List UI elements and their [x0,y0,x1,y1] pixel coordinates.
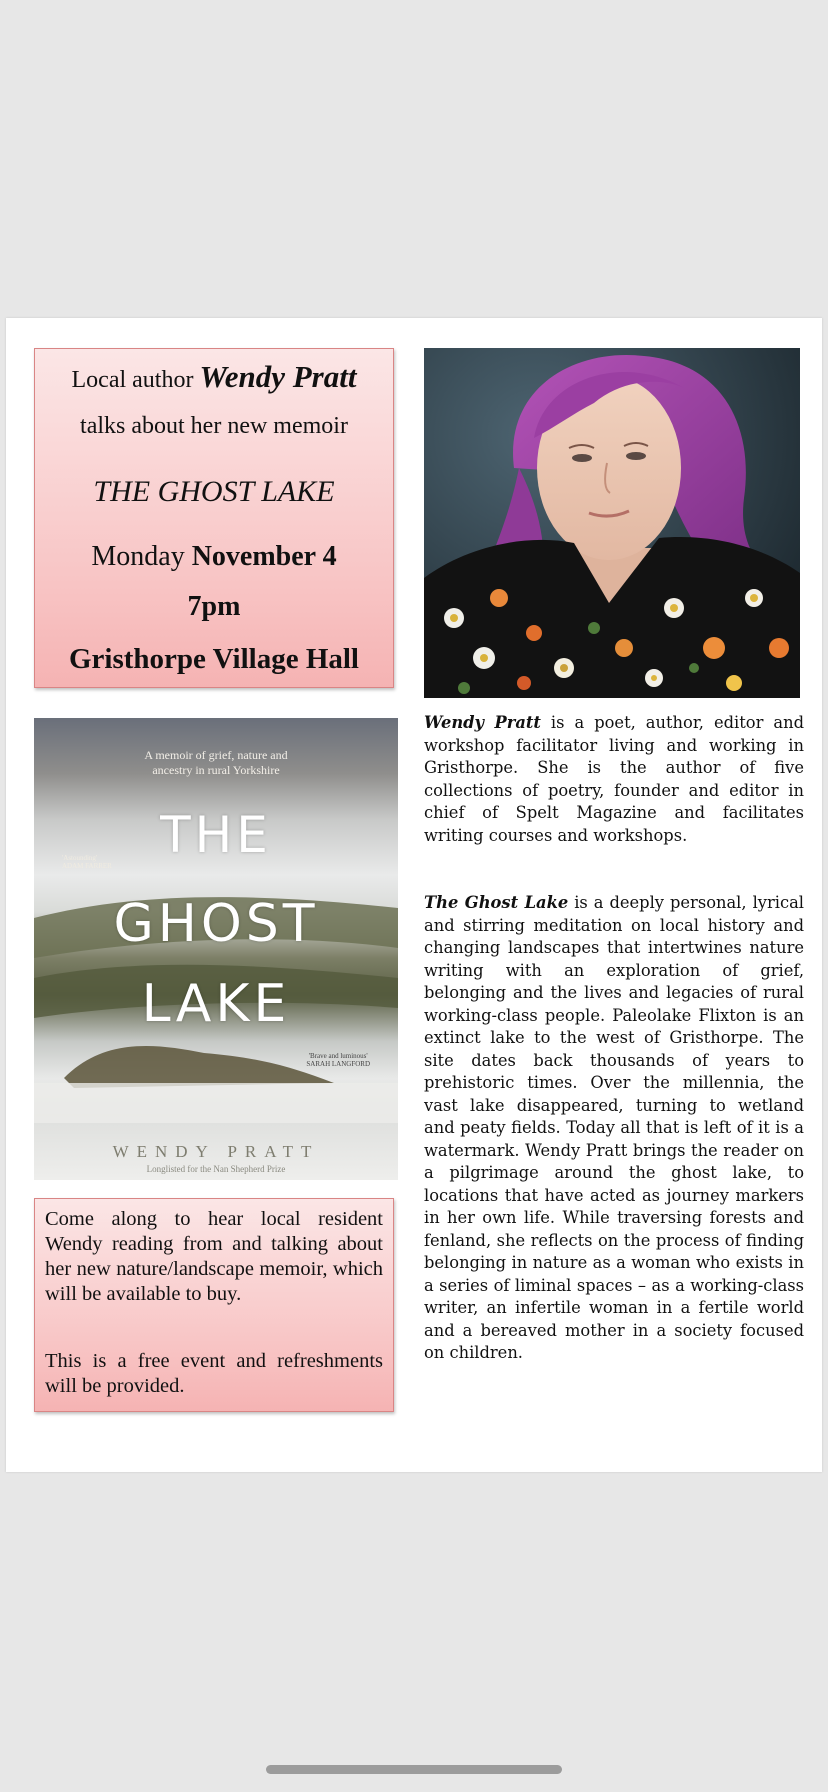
author-photo [424,348,800,698]
author-portrait-image [424,348,800,698]
flyer-page [6,318,822,1472]
event-day: Monday [91,541,185,572]
bio-text: is a poet, author, editor and workshop facilitator living and working in Gristhorpe. She is the author of five collections of poetry, founder and editor in chief of Spelt Magazine and facilitates writing courses and workshops. [424,713,805,845]
book-title: THE GHOST LAKE [93,475,335,508]
cover-author: WENDY PRATT [112,1142,320,1161]
cover-title-ghost: GHOST [113,894,319,954]
cover-tagline-line2: ancestry in rural Yorkshire [152,763,280,777]
description-book-title: The Ghost Lake [424,893,569,912]
author-name: Wendy Pratt [199,359,357,394]
invite-paragraph-2: This is a free event and refreshments will be provided. [45,1350,383,1397]
invite-box [34,1198,394,1412]
cover-quote-2-text: 'Brave and luminous' [308,1052,368,1060]
event-time: 7pm [187,591,241,622]
event-info-box [34,348,394,688]
intro-text: Local author [71,367,194,393]
event-date [35,541,393,573]
cover-prize: Longlisted for the Nan Shepherd Prize [146,1164,286,1174]
home-indicator[interactable] [266,1765,562,1774]
invite-paragraph-1: Come along to hear local resident Wendy reading from and talking about her new nature/landscape memoir, which will be available to buy. [45,1208,383,1305]
cover-quote-1-author: ADAM FARRER [62,862,112,870]
bio-paragraph [424,712,804,847]
bio-author-name: Wendy Pratt [424,713,541,732]
cover-quote-1-text: 'Astounding' [62,854,98,862]
cover-quote-2 [306,1052,370,1068]
event-venue: Gristhorpe Village Hall [69,643,359,675]
cover-title-the: THE [160,806,272,864]
cover-tagline-line1: A memoir of grief, nature and [144,748,288,762]
event-subtitle: talks about her new memoir [80,413,348,439]
cover-tagline [34,748,398,778]
event-date-value: November 4 [191,541,337,572]
cover-quote-2-author: SARAH LANGFORD [306,1060,370,1068]
intro-line [35,359,393,395]
book-cover [34,718,398,1180]
description-text: is a deeply personal, lyrical and stirring meditation on local history and changing landscapes that intertwines nature writing with an exploration of grief, belonging and the lives and legacies of rural working-class people. Paleolake Flixton is an extinct lake to the west of Gristhorpe. The site dates back thousands of years to prehistoric times. Over the millennia, the vast lake disappeared, turning to wetland and peaty fields. Today all that is left of it is a watermark. Wendy Pratt brings the reader on a pilgrimage around the ghost lake, to locations that have acted as journey markers in her own life. While traversing forests and fenland, she reflects on the process of finding belonging in nature as a woman who exists in a series of liminal spaces – as a working-class writer, an infertile woman in a fertile world and a bereaved mother in a society focused on children. [424,893,804,1362]
cover-title-lake: LAKE [141,974,291,1034]
book-description-paragraph [424,892,804,1365]
